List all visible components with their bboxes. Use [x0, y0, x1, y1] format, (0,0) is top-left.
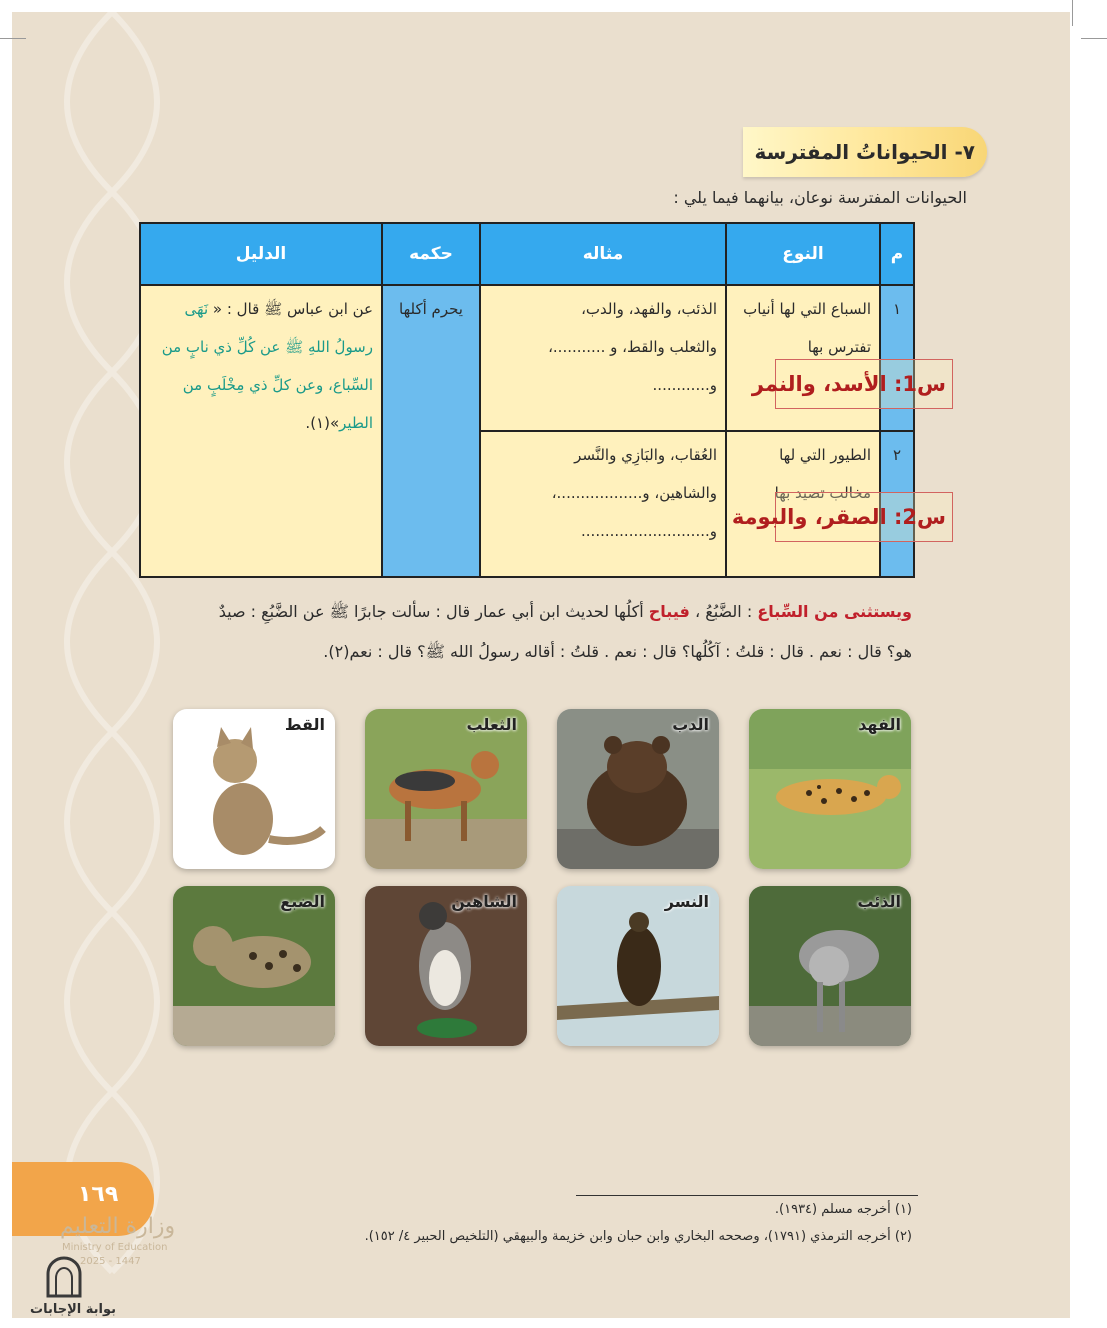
- page-number: ١٦٩: [78, 1182, 119, 1207]
- answer-box-2: [731, 492, 953, 542]
- header-type: النوع: [726, 223, 880, 285]
- ministry-logo-year: 2025 - 1447: [80, 1256, 141, 1267]
- table-row: [140, 285, 914, 431]
- photo-falcon: [365, 886, 527, 1046]
- photo-cat: [173, 709, 335, 869]
- section-intro: الحيوانات المفترسة نوعان، بيانهما فيما يلي :: [673, 188, 967, 207]
- row-example: [480, 431, 726, 577]
- footnote-divider: [576, 1195, 918, 1196]
- row-num: ٢: [880, 431, 914, 577]
- exception-text: أكلُها لحديث ابن أبي عمار قال : سألت جابرًا ﷺ عن الضَّبُعِ : صيدٌ هو؟ قال : نعم . قال : قلتُ : آكُلُها؟ قال : نعم . قلتُ : أقاله رسولُ الله ﷺ؟ قال : نعم(٢).: [218, 602, 912, 661]
- answer-question: س2:: [893, 505, 946, 529]
- photo-wolf: [749, 886, 911, 1046]
- exception-lead: ويستثنى من السِّباع: [757, 602, 912, 621]
- answer-text: الأسد، والنمر: [751, 372, 887, 396]
- example-line: و...........................: [581, 522, 717, 540]
- photo-label: الدب: [672, 715, 709, 734]
- evidence-hadith: نَهَى رسولُ اللهِ ﷺ عن كُلِّ ذي نابٍ من السِّباع، وعن كلِّ ذي مِخْلَبٍ من الطير: [161, 300, 373, 432]
- example-line: والثعلب والقط، و ...........،: [548, 338, 717, 356]
- photo-hyena: [173, 886, 335, 1046]
- photo-label: الفهد: [858, 715, 901, 734]
- crop-mark: [0, 38, 26, 39]
- row-type: الطيور التي لها مخالب تصيد بها: [726, 431, 880, 577]
- crop-mark: [1081, 38, 1107, 39]
- section-title: ٧- الحيواناتُ المفترسة: [754, 140, 975, 164]
- row-example: [480, 285, 726, 431]
- evidence-suffix: »(١).: [305, 414, 340, 432]
- example-line: الذئب، والفهد، والدب،: [581, 300, 717, 318]
- table-header-row: [140, 223, 914, 285]
- ministry-logo-text: وزارة التعليم: [60, 1214, 176, 1239]
- evidence-cell: [140, 285, 382, 577]
- example-line: والشاهين، و..................،: [551, 484, 717, 502]
- crop-mark: [1072, 0, 1073, 26]
- evidence-prefix: عن ابن عباس ﷺ قال : «: [208, 300, 373, 318]
- exception-paragraph: [192, 592, 912, 672]
- row-num: ١: [880, 285, 914, 431]
- photo-bear: [557, 709, 719, 869]
- answer-box-1: [751, 359, 953, 409]
- answer-text: الصقر، والبومة: [731, 505, 887, 529]
- photo-label: القط: [284, 715, 325, 734]
- photo-label: الشاهين: [451, 892, 517, 911]
- photo-label: النسر: [664, 892, 709, 911]
- ornament-pattern: [12, 12, 212, 1318]
- example-line: العُقاب، والبَازِي والنَّسر: [574, 446, 717, 464]
- watermark-text: بوابة الإجابات: [30, 1302, 116, 1317]
- header-ruling: حكمه: [382, 223, 480, 285]
- photo-cheetah: [749, 709, 911, 869]
- photo-label: الذئب: [857, 892, 901, 911]
- photo-vulture: [557, 886, 719, 1046]
- exception-animal: : الضَّبُعُ ،: [694, 602, 753, 621]
- example-line: و............: [652, 376, 717, 394]
- answer-question: س1:: [893, 372, 946, 396]
- footnote-1: (١) أخرجه مسلم (١٩٣٤).: [774, 1202, 912, 1217]
- header-evidence: الدليل: [140, 223, 382, 285]
- row-type: السباع التي لها أنياب تفترس بها: [726, 285, 880, 431]
- gate-icon: [44, 1256, 84, 1300]
- header-example: مثاله: [480, 223, 726, 285]
- exception-ruling: فيباح: [648, 602, 690, 621]
- photo-label: الثعلب: [466, 715, 517, 734]
- photo-fox: [365, 709, 527, 869]
- header-num: م: [880, 223, 914, 285]
- ruling-cell: يحرم أكلها: [382, 285, 480, 577]
- photo-label: الضبع: [280, 892, 325, 911]
- ministry-logo-en: Ministry of Education: [62, 1242, 168, 1253]
- footnote-2: (٢) أخرجه الترمذي (١٧٩١)، وصححه البخاري وابن حبان وابن خزيمة والبيهقي (التلخيص الحبير ٤/ ١٥٢).: [364, 1229, 912, 1244]
